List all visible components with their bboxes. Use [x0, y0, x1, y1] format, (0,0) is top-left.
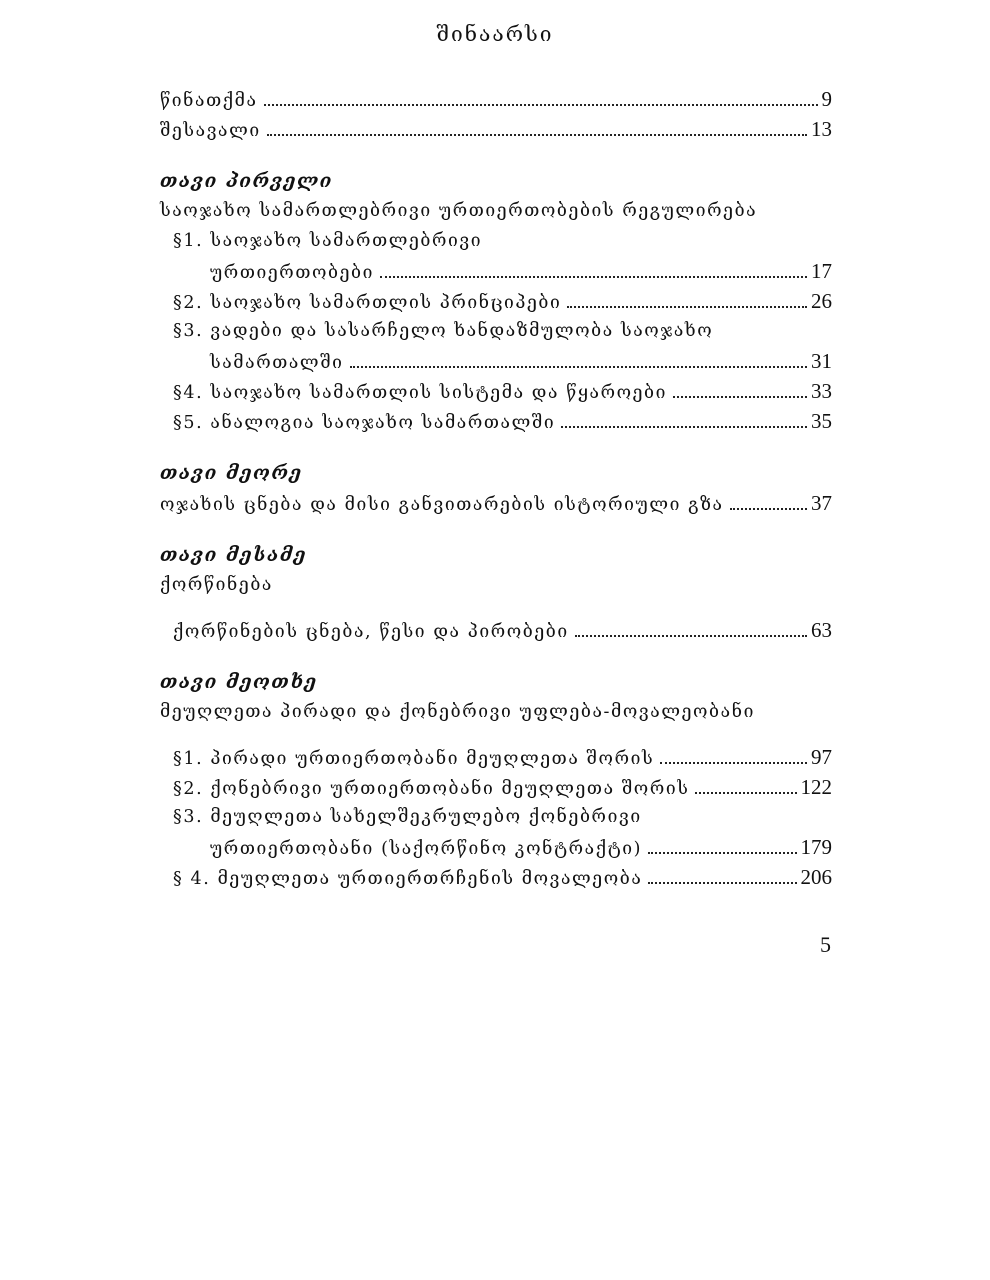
toc-entry-text: §3. მეუღლეთა სახელშეკრულებო ქონებრივი [173, 807, 642, 827]
toc-entry-text: §1. პირადი ურთიერთობანი მეუღლეთა შორის [173, 749, 655, 769]
toc-entry-1-2[interactable] [160, 286, 832, 316]
toc-page-number: 37 [811, 491, 832, 515]
toc-entry-1-3[interactable] [160, 316, 832, 346]
toc-entry-text: §4. საოჯახო სამართლის სისტემა და წყაროები [173, 383, 668, 403]
page-title: შინაარსი [436, 22, 554, 46]
chapter-subtitle-4: მეუღლეთა პირადი და ქონებრივი უფლება-მოვალეობანი [160, 702, 755, 722]
chapter-subtitle-1: საოჯახო სამართლებრივი ურთიერთობების რეგულირება [160, 201, 758, 221]
toc-entry-1-3-cont[interactable] [160, 346, 832, 376]
dot-leader [648, 882, 796, 884]
toc-entry-text: §2. საოჯახო სამართლის პრინციპები [173, 293, 562, 313]
toc-entry-text: ურთიერთობები [210, 263, 375, 283]
toc-entry-text: §5. ანალოგია საოჯახო სამართალში [173, 413, 556, 433]
toc-page-number: 206 [800, 865, 832, 889]
dot-leader [264, 104, 818, 106]
toc-entry-text: ოჯახის ცნება და მისი განვითარების ისტორიული გზა [160, 495, 724, 515]
toc-entry-foreword[interactable] [160, 84, 832, 114]
dot-leader [695, 792, 796, 794]
dot-leader [267, 134, 807, 136]
toc-page-number: 122 [800, 775, 832, 799]
toc-entry-1-1[interactable] [160, 226, 832, 256]
toc-entry-4-3[interactable] [160, 802, 832, 832]
toc-entry-text: §1. საოჯახო სამართლებრივი [173, 231, 483, 251]
toc-entry-1-4[interactable] [160, 376, 832, 406]
toc-entry-text: ქორწინების ცნება, წესი და პირობები [173, 622, 569, 642]
chapter-heading-2: თავი მეორე [160, 462, 303, 484]
toc-entry-text: §2. ქონებრივი ურთიერთობანი მეუღლეთა შორის [173, 779, 690, 799]
toc-entry-2[interactable] [160, 488, 832, 518]
dot-leader [350, 366, 807, 368]
toc-entry-text: სამართალში [210, 353, 344, 373]
chapter-heading-3: თავი მესამე [160, 544, 308, 566]
toc-entry-4-2[interactable] [160, 772, 832, 802]
dot-leader [660, 762, 807, 764]
dot-leader [567, 306, 807, 308]
toc-page-number: 9 [821, 87, 832, 111]
toc-entry-text: ურთიერთობანი (საქორწინო კონტრაქტი) [210, 839, 643, 859]
dot-leader [561, 426, 807, 428]
dot-leader [575, 635, 807, 637]
toc-entry-4-1[interactable] [160, 742, 832, 772]
toc-page-number: 31 [811, 349, 832, 373]
chapter-subtitle-3: ქორწინება [160, 575, 273, 595]
toc-page-number: 97 [811, 745, 832, 769]
toc-entry-4-4[interactable] [160, 862, 832, 892]
toc-entry-text: წინათქმა [160, 91, 258, 111]
table-of-contents [160, 84, 832, 892]
page-number: 5 [820, 932, 831, 957]
toc-page-number: 13 [811, 117, 832, 141]
dot-leader [380, 276, 807, 278]
dot-leader [648, 852, 796, 854]
toc-page-number: 63 [811, 618, 832, 642]
dot-leader [673, 396, 807, 398]
toc-entry-text: §3. ვადები და სასარჩელო ხანდაზმულობა საოჯახო [173, 321, 714, 341]
chapter-heading-1: თავი პირველი [160, 170, 333, 192]
toc-page-number: 26 [811, 289, 832, 313]
toc-entry-text: § 4. მეუღლეთა ურთიერთრჩენის მოვალეობა [173, 869, 643, 889]
toc-entry-1-5[interactable] [160, 406, 832, 436]
toc-entry-3[interactable] [160, 615, 832, 645]
toc-entry-text: შესავალი [160, 121, 261, 141]
dot-leader [730, 508, 807, 510]
toc-entry-introduction[interactable] [160, 114, 832, 144]
toc-page-number: 17 [811, 259, 832, 283]
chapter-heading-4: თავი მეოთხე [160, 671, 318, 693]
toc-page-number: 179 [800, 835, 832, 859]
toc-entry-1-1-cont[interactable] [160, 256, 832, 286]
toc-page-number: 33 [811, 379, 832, 403]
toc-entry-4-3-cont[interactable] [160, 832, 832, 862]
toc-page-number: 35 [811, 409, 832, 433]
